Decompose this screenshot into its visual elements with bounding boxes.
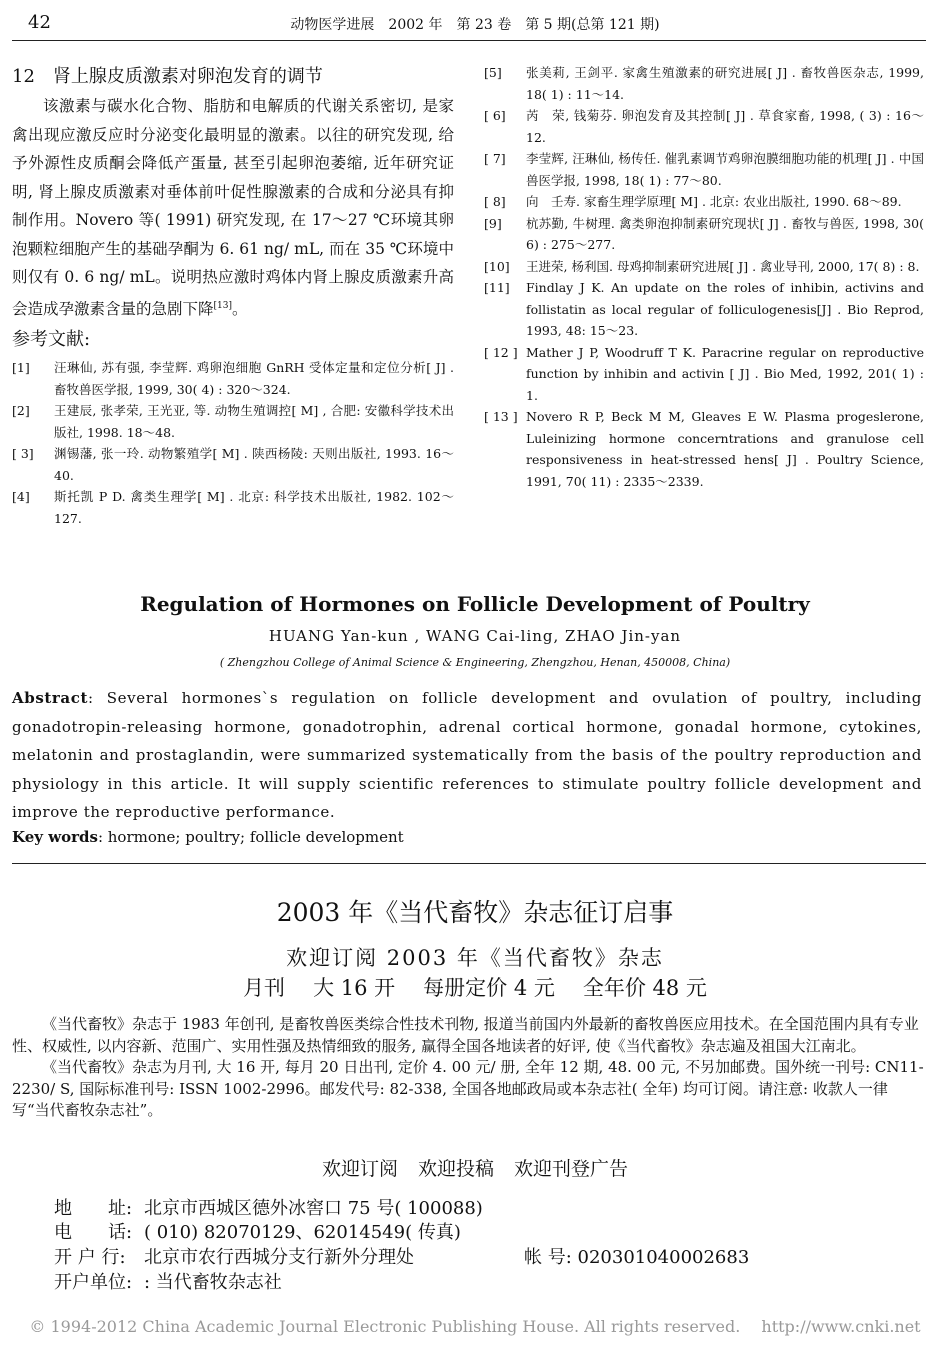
reference-item (484, 62, 924, 105)
reference-item (484, 277, 924, 342)
contact-label: 开户单位: (54, 1272, 133, 1293)
section-body (12, 92, 454, 323)
journal-header: 动物医学进展 2002 年 第 23 卷 第 5 期(总第 121 期) (290, 17, 660, 33)
reference-text: 向 壬寿. 家畜生理学原理[ M] . 北京: 农业出版社, 1990. 68～89. (526, 194, 902, 209)
keywords-label: Key words (12, 828, 98, 846)
references-list-left (12, 357, 454, 529)
reference-item (12, 443, 454, 486)
section-heading: 12 肾上腺皮质激素对卵泡发育的调节 (12, 66, 323, 87)
right-column (484, 62, 924, 492)
reference-number: [ 7] (484, 151, 506, 166)
reference-number: [2] (12, 403, 30, 419)
ad-subtitle: 欢迎订阅 2003 年《当代畜牧》杂志 (286, 946, 664, 970)
reference-number: [4] (12, 489, 30, 505)
reference-item (484, 191, 924, 213)
ad-welcome (0, 1154, 950, 1181)
reference-text: 王进荣, 杨利国. 母鸡抑制素研究进展[ J] . 禽业导刊, 2000, 17( 8) : 8. (526, 258, 920, 274)
header-divider (12, 40, 926, 41)
contact-value: 北京市农行西城分支行新外分理处 (144, 1247, 414, 1268)
page-number: 42 (28, 12, 51, 33)
reference-item (484, 342, 924, 407)
reference-text: 斯托凯 P D. 禽类生理学[ M] . 北京: 科学技术出版社, 1982. 102～127. (54, 489, 454, 526)
reference-item (12, 400, 454, 443)
reference-number: [ 3] (12, 446, 34, 462)
ad-paragraph: 《当代畜牧》杂志于 1983 年创刊, 是畜牧兽医类综合性技术刊物, 报道当前国内外最新的畜牧兽医应用技术。在全国范围内具有专业性、权威性, 以内容新、范围广、实用性强及热情细致的服务, 赢得全国各地读者的好评, 使《当代畜牧》杂志遍及祖国大江南北。 (12, 1015, 919, 1055)
reference-number: [5] (484, 65, 502, 80)
ad-welcome-item: 欢迎订阅 (321, 1158, 398, 1180)
ad-pricing-item: 全年价 48 元 (582, 976, 707, 1000)
reference-item (484, 256, 924, 278)
reference-item (484, 213, 924, 256)
ad-pricing (0, 972, 950, 1002)
ad-paragraph: 《当代畜牧》杂志为月刊, 大 16 开, 每月 20 日出刊, 定价 4. 00 元/ 册, 全年 12 期, 48. 00 元, 不另加邮费。国外统一刊号: CN11-2230/ S, 国际标准刊号: ISSN 1002-2996。邮发代号: 82-338, 全国各地邮政局或本杂志社( 全年) 均可订阅。请注意: 收款人一律写“当代畜牧杂志社”。 (12, 1058, 924, 1119)
reference-text: 杭苏勤, 牛树理. 禽类卵泡抑制素研究现状[ J] . 畜牧与兽医, 1998, 30( 6) : 275～277. (526, 215, 924, 252)
ad-welcome-item: 欢迎投稿 (417, 1158, 494, 1180)
reference-item (484, 105, 924, 148)
contact-value: : 当代畜牧杂志社 (144, 1272, 282, 1293)
contact-bank (54, 1243, 414, 1269)
left-column (12, 62, 454, 529)
contact-account: 帐 号: 020301040002683 (524, 1247, 750, 1268)
contact-phone (54, 1218, 461, 1244)
abstract-text: : Several hormones`s regulation on follicle development and ovulation of poultry, including gonadotropin-releasing hormone, gonadotrophin, adrenal cortical hormone, gonadal hormone, cytokines, melatonin and prostaglandin, were summarized systematically from the basis of the poultry reproduction and physiology in this article. It will supply scientific references to stimulate poultry follicle development and improve the reproductive performance. (12, 689, 922, 821)
reference-text: 张美莉, 王剑平. 家禽生殖激素的研究进展[ J] . 畜牧兽医杂志, 1999, 18( 1) : 11～14. (526, 65, 924, 102)
reference-number: [10] (484, 258, 510, 274)
ad-pricing-item: 每册定价 4 元 (423, 976, 555, 1000)
contact-value: 北京市西城区德外冰窖口 75 号( 100088) (144, 1198, 483, 1219)
reference-number: [ 8] (484, 194, 506, 209)
ad-body (12, 1014, 924, 1122)
reference-number: [9] (484, 215, 502, 231)
ad-title: 2003 年《当代畜牧》杂志征订启事 (276, 898, 674, 927)
references-heading: 参考文献: (12, 329, 91, 351)
contact-value: ( 010) 82070129、62014549( 传真) (144, 1222, 461, 1243)
reference-number: [ 6] (484, 108, 506, 123)
reference-text: Findlay J K. An update on the roles of inhibin, activins and follistatin as local regular of folliculogenesis[J] . Bio Reprod, 1993, 48: 15～23. (526, 280, 924, 338)
reference-text: 渊锡藩, 张一玲. 动物繁殖学[ M] . 陕西杨陵: 天则出版社, 1993. 16～40. (54, 446, 454, 483)
contact-label: 地 址: (54, 1198, 133, 1219)
reference-number: [ 12 ] (484, 344, 518, 360)
references-list-right (484, 62, 924, 492)
contact-label: 开 户 行: (54, 1247, 126, 1268)
reference-text: 王建辰, 张孝荣, 王光亚, 等. 动物生殖调控[ M] , 合肥: 安徽科学技术出版社, 1998. 18～48. (54, 403, 454, 440)
reference-item (484, 148, 924, 191)
contact-label: 电 话: (54, 1222, 133, 1243)
citation-superscript: [13] (213, 300, 232, 311)
contact-address (54, 1194, 483, 1220)
ad-pricing-item: 大 16 开 (313, 976, 396, 1000)
reference-text: Mather J P, Woodruff T K. Paracrine regular on reproductive function by inhibin and activin [ J] . Bio Med, 1992, 201( 1) : 1. (526, 344, 924, 403)
contact-payee (54, 1268, 282, 1294)
abstract (12, 684, 922, 827)
english-title: Regulation of Hormones on Follicle Development of Poultry (140, 592, 810, 616)
reference-text: 李莹辉, 汪琳仙, 杨传任. 催乳素调节鸡卵泡膜细胞功能的机理[ J] . 中国兽医学报, 1998, 18( 1) : 77～80. (526, 151, 924, 188)
english-affiliation: ( Zhengzhou College of Animal Science & Engineering, Zhengzhou, Henan, 450008, China) (219, 656, 731, 669)
reference-item (12, 486, 454, 529)
section-paragraph: 该激素与碳水化合物、脂肪和电解质的代谢关系密切, 是家禽出现应激反应时分泌变化最明显的激素。以往的研究发现, 给予外源性皮质酮会降低产蛋量, 甚至引起卵泡萎缩, 近年研究证明, 肾上腺皮质激素对垂体前叶促性腺激素的合成和分泌具有抑制作用。Novero 等( 1991) 研究发现, 在 17～27 ℃环境其卵泡颗粒细胞产生的基础孕酮为 6. 61 ng/ mL, 而在 35 ℃环境中则仅有 0. 6 ng/ mL。说明热应激时鸡体内肾上腺皮质激素升高会造成孕激素含量的急剧下降 (12, 97, 454, 318)
english-authors: HUANG Yan-kun , WANG Cai-ling, ZHAO Jin-yan (268, 627, 682, 645)
reference-item (12, 357, 454, 400)
keywords (12, 828, 922, 846)
abstract-label: Abstract (12, 689, 88, 707)
keywords-text: : hormone; poultry; follicle development (97, 828, 404, 846)
section-divider (12, 863, 926, 864)
copyright-footer: © 1994-2012 China Academic Journal Electronic Publishing House. All rights reserved. http://www.cnki.net (29, 1317, 921, 1336)
reference-number: [ 13 ] (484, 409, 518, 424)
reference-number: [11] (484, 280, 510, 295)
reference-text: 芮 荣, 钱菊芬. 卵泡发育及其控制[ J] . 草食家畜, 1998, ( 3) : 16～12. (526, 108, 924, 145)
reference-text: Novero R P, Beck M M, Gleaves E W. Plasma progeslerone, Luleinizing hormone concerntrations and granulose cell responsiveness in heat-stressed hens[ J] . Poultry Science, 1991, 70( 11) : 2335～2339. (526, 409, 924, 489)
paragraph-end-mark: 。 (232, 299, 248, 318)
ad-welcome-item: 欢迎刊登广告 (514, 1158, 629, 1180)
reference-text: 汪琳仙, 苏有强, 李莹辉. 鸡卵泡细胞 GnRH 受体定量和定位分析[ J] . 畜牧兽医学报, 1999, 30( 4) : 320～324. (54, 360, 454, 397)
ad-pricing-item: 月刊 (243, 976, 286, 1000)
reference-item (484, 406, 924, 492)
reference-number: [1] (12, 360, 30, 376)
